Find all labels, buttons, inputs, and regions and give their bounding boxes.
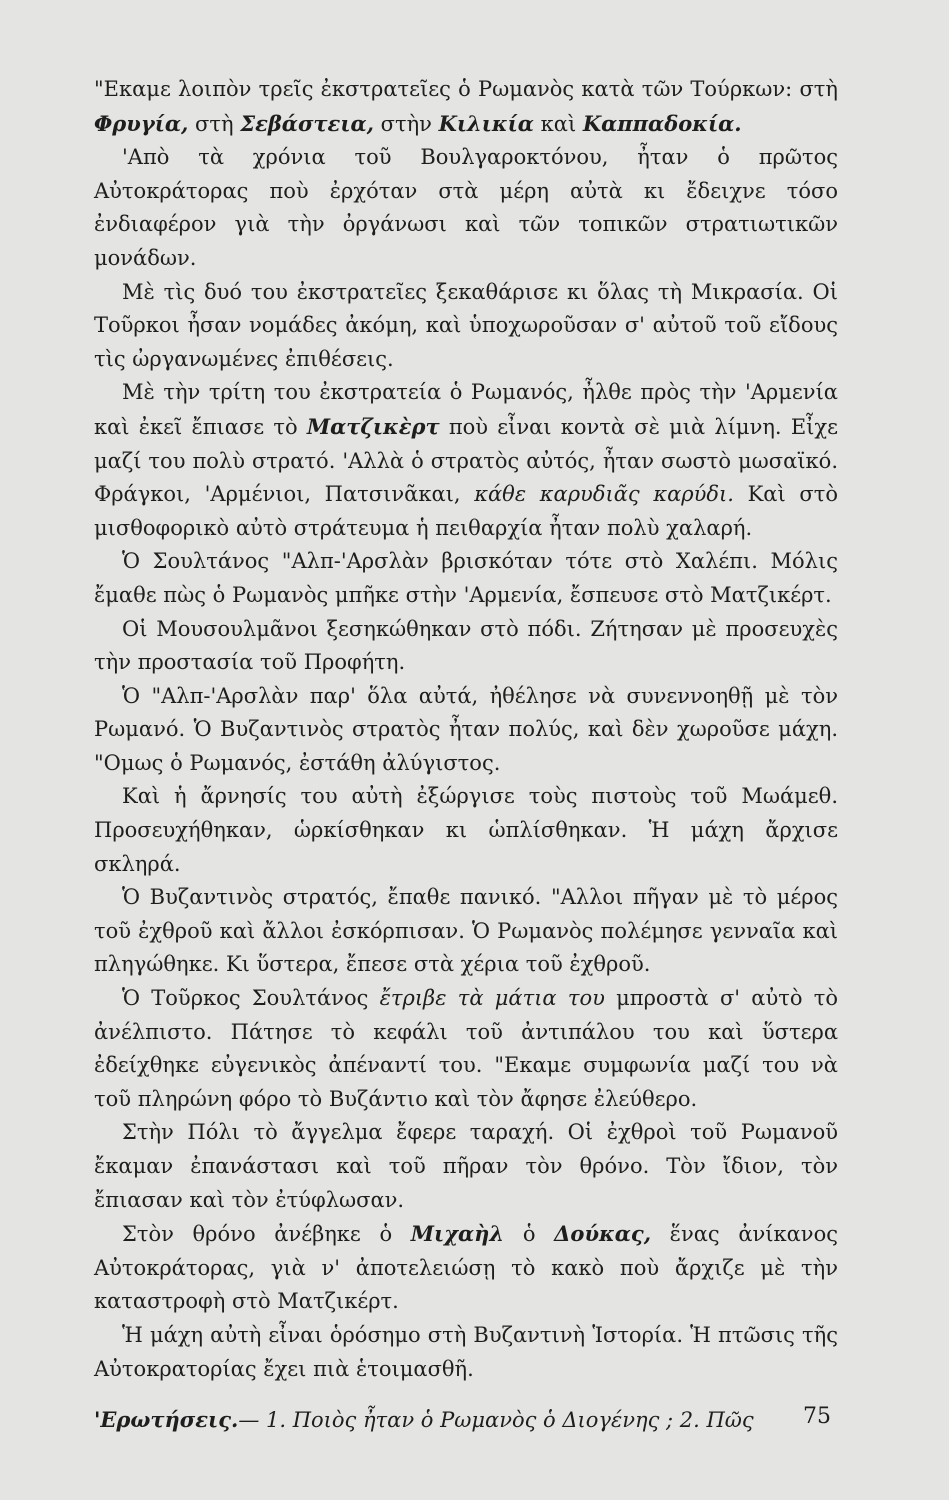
emphasis-text: κάθε καρυδιᾶς καρύδι. — [474, 482, 734, 507]
emphasis-text: ἔτριβε τὰ μάτια του — [379, 986, 605, 1011]
paragraph-text: μπροστὰ σ' αὐτὸ τὸ ἀνέλπιστο. Πάτησε τὸ κεφάλι τοῦ ἀντιπάλου του καὶ ὕστερα ἐδείχθηκε εὐγενικὸς ἀπέναντί του. "Εκαμε συμφωνία μαζί του νὰ τοῦ πληρώνη φόρο τὸ Βυζάντιο καὶ τὸν ἄφησε ἐλεύθερο. — [94, 986, 838, 1111]
emphasis-text: Καππαδοκία. — [582, 110, 742, 136]
paragraph-text: καὶ — [533, 111, 583, 136]
paragraph-text: Μὲ τὴν τρίτη του ἐκστρατεία ὁ Ρωμανός, ἦλθε πρὸς τὴν 'Αρμενία καὶ ἐκεῖ ἔπιασε τὸ — [94, 380, 838, 439]
paragraph-text: Μὲ τὶς δυό του ἐκστρατεῖες ξεκαθάρισε κι ὅλας τὴ Μικρασία. Οἱ Τοῦρκοι ἦσαν νομάδες ἀκόμη, καὶ ὑποχωροῦσαν σ' αὐτοῦ τοῦ εἴδους τὶς ὠργανωμένες ἐπιθέσεις. — [94, 279, 838, 371]
paragraph-panic — [94, 881, 838, 982]
paragraph-sultan — [94, 545, 838, 612]
emphasis-text: Σεβάστεια, — [240, 110, 374, 136]
paragraph-third-campaign — [94, 376, 838, 545]
page-number: 75 — [803, 1404, 831, 1429]
emphasis-text: Φρυγία, — [94, 110, 189, 136]
paragraph-campaigns — [94, 73, 838, 141]
paragraph-text: Καὶ στὸ μισθοφορικὸ αὐτὸ στράτευμα ἡ πειθαρχία ἦταν πολὺ χαλαρή. — [94, 482, 838, 540]
paragraph-text: Ὁ Τοῦρκος Σουλτάνος — [122, 986, 380, 1011]
paragraph-refusal — [94, 780, 838, 881]
paragraph-text: Οἱ Μουσουλμᾶνοι ξεσηκώθηκαν στὸ πόδι. Ζήτησαν μὲ προσευχὲς τὴν προστασία τοῦ Προφήτη. — [94, 616, 838, 675]
emphasis-text: Κιλικία — [438, 110, 534, 136]
paragraph-text: Στὴν Πόλι τὸ ἄγγελμα ἔφερε ταραχή. Οἱ ἐχθροὶ τοῦ Ρωμανοῦ ἔκαμαν ἐπανάστασι καὶ τοῦ πῆραν τὸν θρόνο. Τὸν ἴδιον, τὸν ἔπιασαν καὶ τὸν ἐτύφλωσαν. — [94, 1120, 838, 1212]
paragraph-turkish-sultan — [94, 982, 838, 1116]
paragraph-first-emperor — [94, 141, 838, 275]
paragraph-text: Καὶ ἡ ἄρνησίς του αὐτὴ ἐξώργισε τοὺς πιστοὺς τοῦ Μωάμεθ. Προσευχήθηκαν, ὡρκίσθηκαν κι ὡπλίσθηκαν. Ἡ μάχη ἄρχισε σκληρά. — [94, 784, 838, 876]
paragraph-text: στὴν — [373, 111, 439, 136]
questions — [94, 1403, 838, 1438]
paragraph-text: Ὁ "Αλπ-'Αρσλὰν παρ' ὅλα αὐτά, ἠθέλησε νὰ συνεννοηθῇ μὲ τὸν Ρωμανό. Ὁ Βυζαντινὸς στρατὸς ἦταν πολύς, καὶ δὲν χωροῦσε μάχη. "Ομως ὁ Ρωμανός, ἐστάθη ἀλύγιστος. — [94, 683, 838, 775]
paragraph-text: 'Απὸ τὰ χρόνια τοῦ Βουλγαροκτόνου, ἦταν ὁ πρῶτος Αὐτοκράτορας ποὺ ἐρχόταν στὰ μέρη αὐτὰ κι ἔδειχνε τόσο ἐνδιαφέρον γιὰ τὴν ὀργάνωσι καὶ τῶν τοπικῶν στρατιωτικῶν μονάδων. — [94, 145, 838, 270]
paragraph-text: Ἡ μάχη αὐτὴ εἶναι ὁρόσημο στὴ Βυζαντινὴ Ἱστορία. Ἡ πτῶσις τῆς Αὐτοκρατορίας ἔχει πιὰ ἑτοιμασθῆ. — [94, 1322, 838, 1381]
paragraph-two-campaigns — [94, 276, 838, 377]
paragraph-text: ἕνας ἀνίκανος Αὐτοκράτορας, γιὰ ν' ἀποτελειώσῃ τὸ κακὸ ποὺ ἄρχιζε μὲ τὴν καταστροφὴ στὸ Ματζικέρτ. — [94, 1222, 838, 1314]
questions-label: 'Ερωτήσεις. — [94, 1407, 239, 1433]
paragraph-muslims — [94, 613, 838, 680]
paragraph-milestone — [94, 1319, 838, 1386]
paragraph-text: "Εκαμε λοιπὸν τρεῖς ἐκστρατεῖες ὁ Ρωμανὸς κατὰ τῶν Τούρκων: στὴ — [94, 77, 838, 101]
paragraph-doukas — [94, 1217, 838, 1319]
emphasis-text: Ματζικὲρτ — [306, 413, 440, 439]
paragraph-text: ποὺ εἶναι κοντὰ σὲ μιὰ λίμνη. Εἶχε μαζί του πολὺ στρατό. 'Αλλὰ ὁ στρατὸς αὐτός, ἦταν σωστὸ μωσαϊκό. Φράγκοι, 'Αρμένιοι, Πατσινᾶκαι, — [94, 414, 838, 507]
page-body — [94, 73, 838, 1438]
paragraph-text: Ὁ Σουλτάνος "Αλπ-'Αρσλὰν βρισκόταν τότε στὸ Χαλέπι. Μόλις ἔμαθε πὼς ὁ Ρωμανὸς μπῆκε στὴν 'Αρμενία, ἔσπευσε στὸ Ματζικέρτ. — [94, 549, 838, 607]
paragraph-text: Ὁ Βυζαντινὸς στρατός, ἔπαθε πανικό. "Αλλοι πῆγαν μὲ τὸ μέρος τοῦ ἐχθροῦ καὶ ἄλλοι ἐσκόρπισαν. Ὁ Ρωμανὸς πολέμησε γενναῖα καὶ πληγώθηκε. Κι ὕστερα, ἔπεσε στὰ χέρια τοῦ ἐχθροῦ. — [94, 885, 838, 977]
paragraph-alp-arslan — [94, 680, 838, 781]
emphasis-text: Δούκας, — [554, 1221, 652, 1247]
emphasis-text: Μιχαὴλ — [410, 1221, 505, 1247]
paragraphs — [94, 73, 838, 1386]
paragraph-city — [94, 1116, 838, 1217]
questions-text: — 1. Ποιὸς ἦταν ὁ Ρωμανὸς ὁ Διογένης ; 2. Πῶς — [238, 1408, 754, 1433]
paragraph-text: Στὸν θρόνο ἀνέβηκε ὁ — [122, 1222, 411, 1247]
paragraph-text: ὁ — [504, 1222, 555, 1247]
paragraph-text: στὴ — [188, 111, 241, 136]
